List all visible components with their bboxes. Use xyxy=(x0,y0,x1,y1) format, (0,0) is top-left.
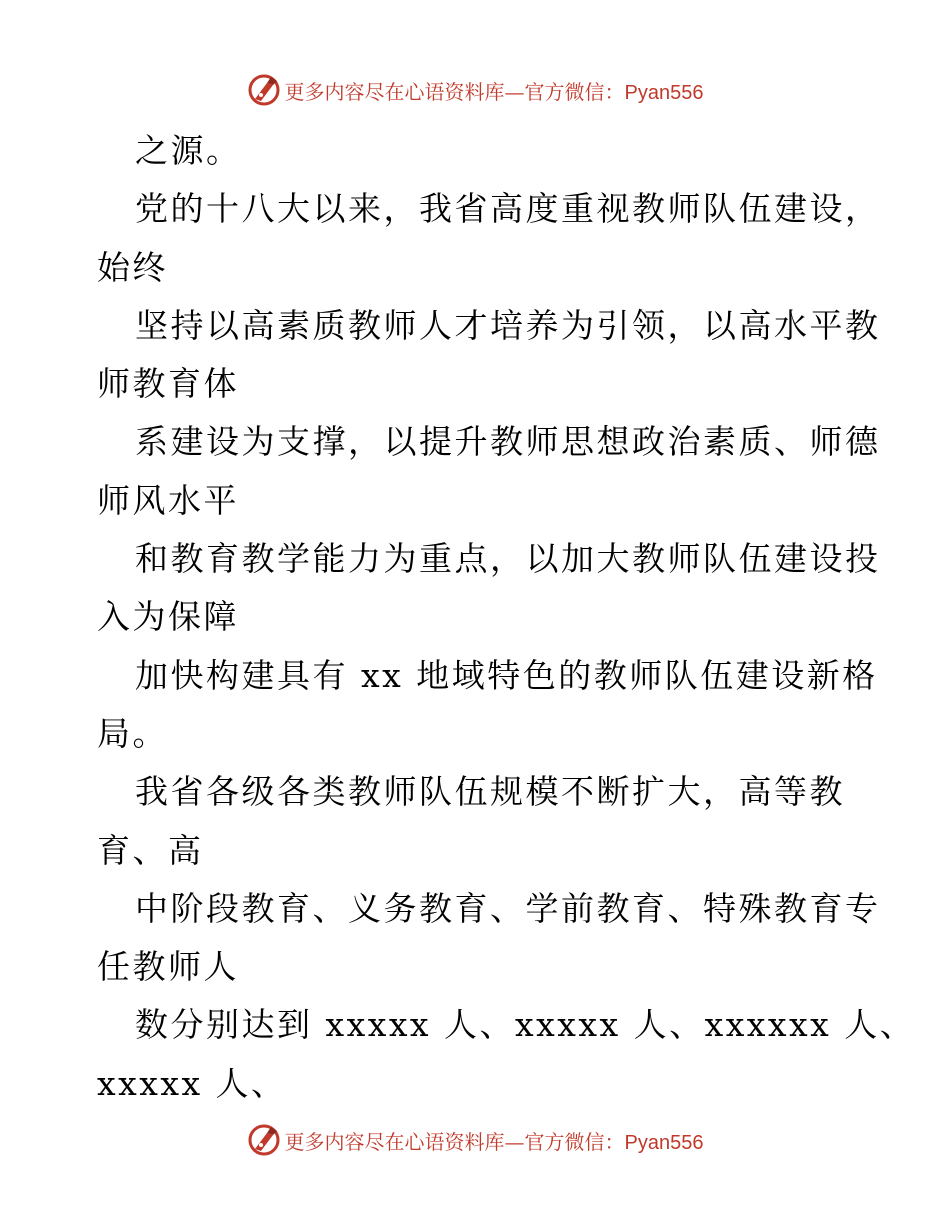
text-line: 我省各级各类教师队伍规模不断扩大，高等教 xyxy=(135,772,845,812)
footer-watermark-banner xyxy=(0,1120,950,1160)
pen-nib-logo-icon xyxy=(247,73,281,107)
text-line: 数分别达到 xxxxx 人、xxxxx 人、xxxxxx 人、 xyxy=(135,1005,916,1045)
text-line: 之源。 xyxy=(135,131,242,170)
text-line: 党的十八大以来，我省高度重视教师队伍建设， xyxy=(135,189,881,229)
banner-wechat-label: 官方微信： xyxy=(524,1129,625,1154)
banner-separator: — xyxy=(504,79,525,104)
text-line: 和教育教学能力为重点，以加大教师队伍建设投 xyxy=(135,539,881,579)
banner-text xyxy=(285,76,704,105)
text-line: 始终 xyxy=(97,247,168,287)
text-line: 加快构建具有 xx 地域特色的教师队伍建设新格 xyxy=(135,655,878,695)
banner-text xyxy=(285,1126,704,1155)
text-line: 任教师人 xyxy=(97,947,239,987)
header-watermark-banner xyxy=(0,70,950,110)
text-line: 系建设为支撑，以提升教师思想政治素质、师德 xyxy=(135,422,881,462)
banner-wechat-id: Pyan556 xyxy=(624,1131,704,1154)
text-line: xxxxx 人、 xyxy=(97,1063,287,1103)
banner-wechat-id: Pyan556 xyxy=(624,81,704,104)
banner-wechat-label: 官方微信： xyxy=(524,79,625,104)
text-line: 师教育体 xyxy=(97,364,239,404)
pen-nib-logo-icon xyxy=(247,1123,281,1157)
banner-main-text: 更多内容尽在心语资料库 xyxy=(284,79,505,104)
text-line: 育、高 xyxy=(97,830,204,870)
text-line: 入为保障 xyxy=(97,597,239,637)
banner-separator: — xyxy=(504,1129,525,1154)
banner-main-text: 更多内容尽在心语资料库 xyxy=(284,1129,505,1154)
text-line: 中阶段教育、义务教育、学前教育、特殊教育专 xyxy=(135,888,881,928)
text-line: 局。 xyxy=(97,713,168,753)
document-body xyxy=(97,122,916,1113)
text-line: 师风水平 xyxy=(97,480,239,520)
text-line: 坚持以高素质教师人才培养为引领，以高水平教 xyxy=(135,305,881,345)
